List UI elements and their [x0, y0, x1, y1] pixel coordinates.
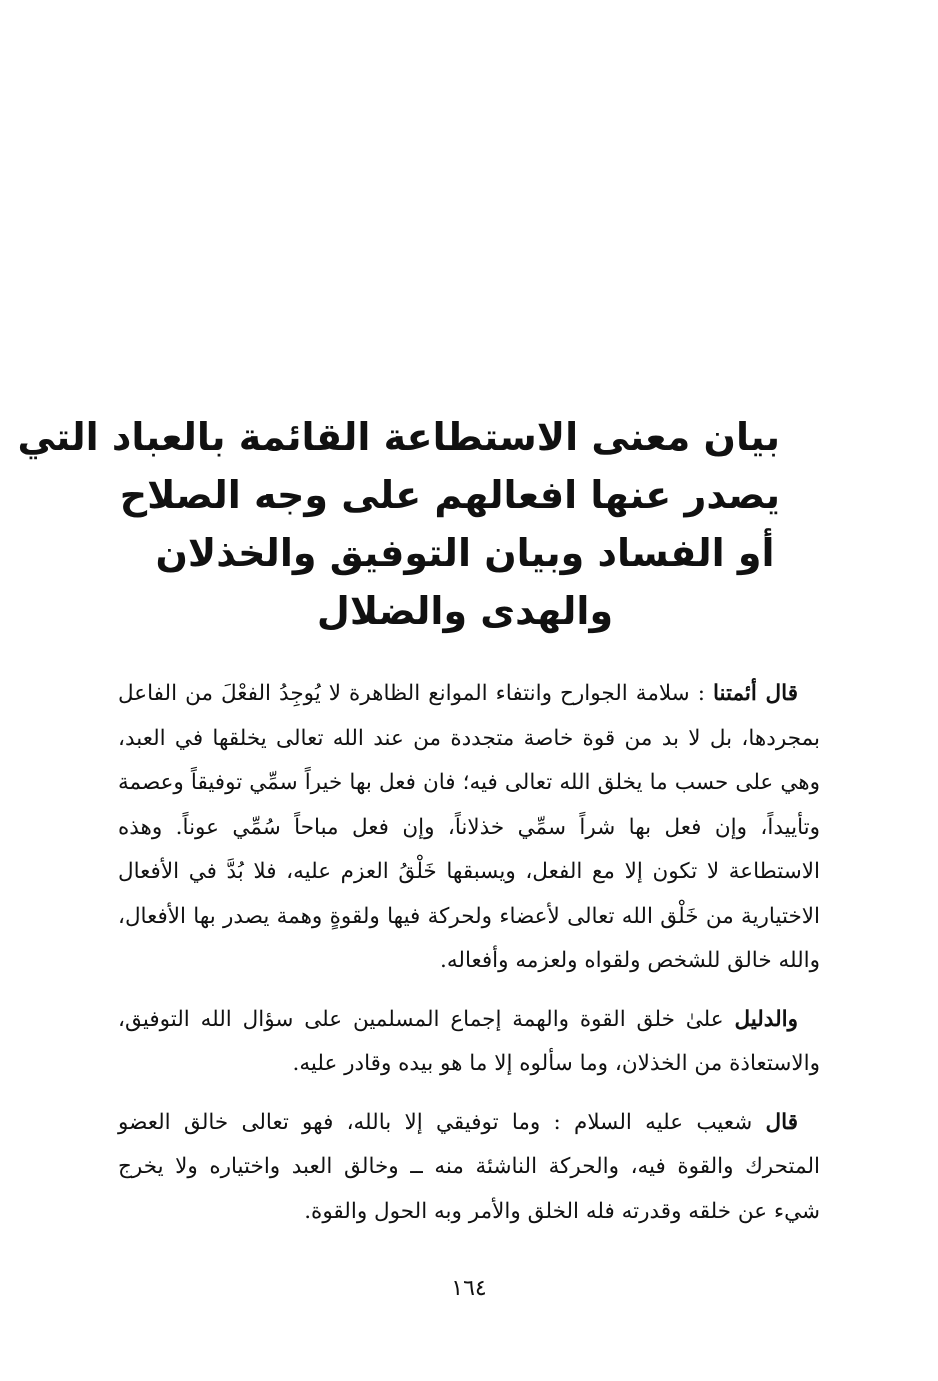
paragraph-2 — [118, 998, 820, 1087]
paragraph-3-text: شعيب عليه السلام : وما توفيقي إلا بالله، فهو تعالى خالق العضو المتحرك والقوة فيه، والحركة الناشئة منه ــ وخالق العبد واختياره ولا يخرج شيء عن خلقه وقدرته فله الخلق والأمر وبه الحول والقوة. — [118, 1109, 820, 1224]
title-line-1: بيان معنى الاستطاعة القائمة بالعباد التي — [17, 415, 780, 459]
paragraph-3 — [118, 1101, 820, 1235]
paragraph-1-text: : سلامة الجوارح وانتفاء الموانع الظاهرة لا يُوجِدُ الفعْلَ من الفاعل بمجردها، بل لا بد من قوة خاصة متجددة من عند الله تعالى يخلقها في العبد، وهي على حسب ما يخلق الله تعالى فيه؛ فان فعل بها خيراً سمِّي توفيقاً وعصمة وتأييداً، وإن فعل بها شراً سمِّي خذلاناً، وإن فعل مباحاً سُمِّي عوناً. وهذه الاستطاعة لا تكون إلا مع الفعل، ويسبقها خَلْقُ العزم عليه، فلا بُدَّ في الأفعال الاختيارية من خَلْق الله تعالى لأعضاء ولحركة فيها ولقوةٍ وهمة يصدر بها الأفعال، والله خالق للشخص ولقواه ولعزمه وأفعاله. — [118, 681, 820, 973]
paragraph-2-lead: والدليل — [734, 1006, 798, 1032]
title-line-4: والهدى والضلال — [316, 589, 614, 633]
title-line-3: أو الفساد وبيان التوفيق والخذلان — [155, 531, 775, 575]
body-text — [118, 672, 820, 1248]
paragraph-1 — [118, 672, 820, 984]
paragraph-1-lead: قال أئمتنا — [712, 681, 798, 706]
paragraph-3-lead: قال — [765, 1109, 798, 1135]
page-number: ١٦٤ — [451, 1276, 487, 1301]
paragraph-2-text: علىٰ خلق القوة والهمة إجماع المسلمين على سؤال الله التوفيق، والاستعاذة من الخذلان، وما سألوه إلا ما هو بيده وقادر عليه. — [118, 1006, 820, 1076]
title-line-2: يصدر عنها افعالهم على وجه الصلاح — [119, 473, 780, 517]
chapter-title — [17, 408, 780, 640]
